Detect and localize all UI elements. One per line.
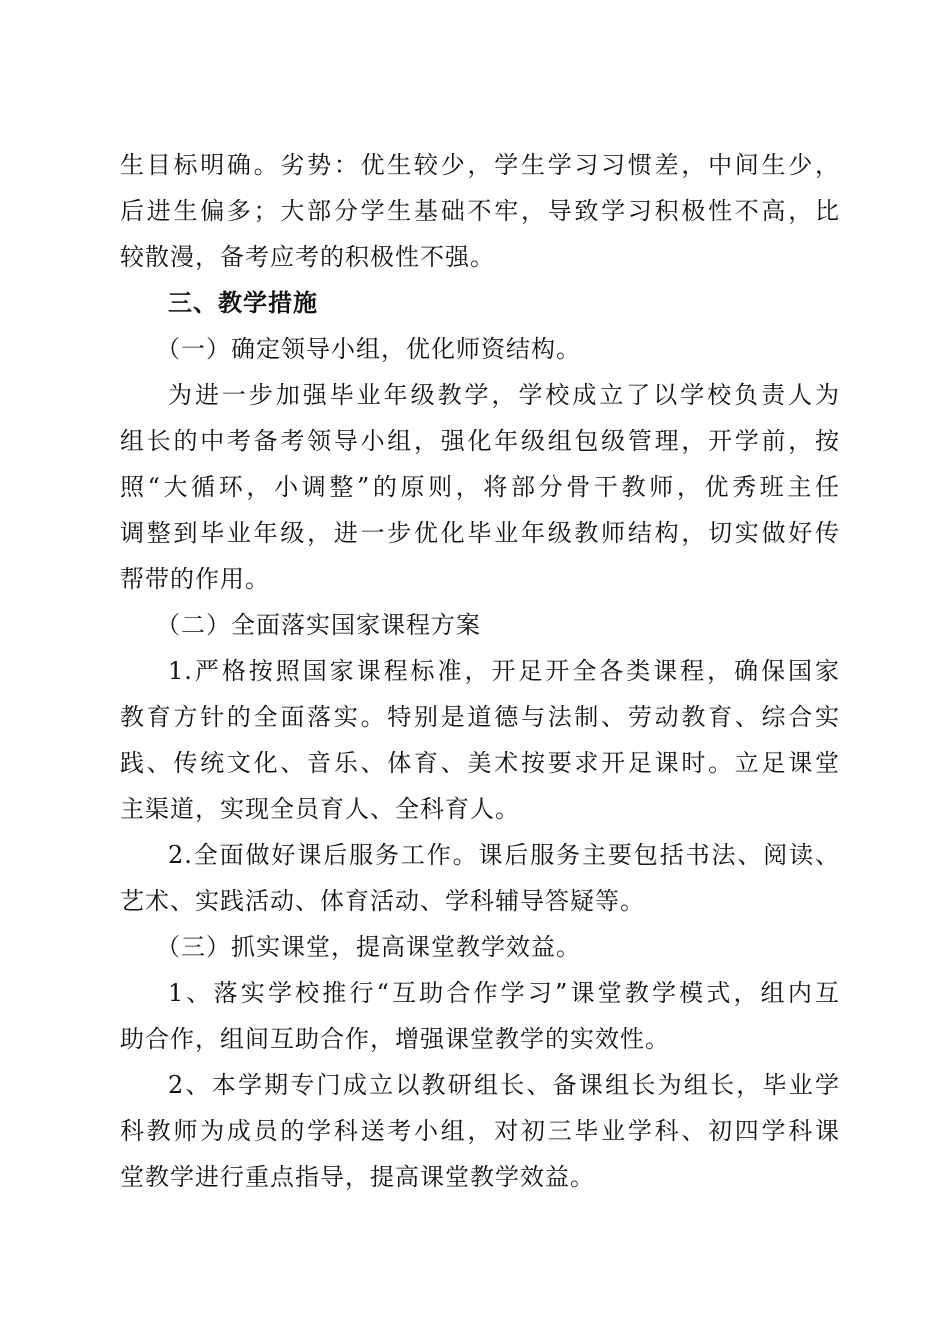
section-heading-teaching-measures bbox=[120, 280, 840, 326]
subsection-heading-leadership bbox=[120, 326, 840, 372]
paragraph-curriculum-item-2 bbox=[120, 832, 840, 924]
text-line: 艺术、实践活动、体育活动、学科辅导答疑等。 bbox=[120, 887, 645, 915]
text-line: 组长的中考备考领导小组，强化年级组包级管理，开学前，按 bbox=[120, 427, 840, 455]
heading-text: （一）确定领导小组，优化师资结构。 bbox=[156, 335, 581, 363]
paragraph-classroom-item-2 bbox=[120, 1062, 840, 1200]
text-line: 助合作，组间互助合作，增强课堂教学的实效性。 bbox=[120, 1025, 670, 1053]
subsection-heading-curriculum bbox=[120, 602, 840, 648]
text-line: 较散漫，备考应考的积极性不强。 bbox=[120, 243, 495, 271]
heading-text: （三）抓实课堂，提高课堂教学效益。 bbox=[156, 933, 581, 961]
text-line: 为进一步加强毕业年级教学，学校成立了以学校负责人为 bbox=[168, 381, 840, 409]
document-page bbox=[120, 142, 840, 1200]
text-line: 2.全面做好课后服务工作。课后服务主要包括书法、阅读、 bbox=[168, 841, 840, 869]
text-line: 调整到毕业年级，进一步优化毕业年级教师结构，切实做好传 bbox=[120, 519, 840, 547]
heading-text: （二）全面落实国家课程方案 bbox=[156, 611, 481, 639]
paragraph-curriculum-item-1 bbox=[120, 648, 840, 832]
text-line: 后进生偏多；大部分学生基础不牢，导致学习积极性不高，比 bbox=[120, 197, 840, 225]
text-line: 堂教学进行重点指导，提高课堂教学效益。 bbox=[120, 1163, 595, 1191]
text-line: 1.严格按照国家课程标准，开足开全各类课程，确保国家 bbox=[168, 657, 840, 685]
text-line: 科教师为成员的学科送考小组，对初三毕业学科、初四学科课 bbox=[120, 1117, 840, 1145]
text-line: 照“大循环，小调整”的原则，将部分骨干教师，优秀班主任 bbox=[120, 473, 840, 501]
subsection-heading-classroom bbox=[120, 924, 840, 970]
paragraph-classroom-item-1 bbox=[120, 970, 840, 1062]
heading-text: 三、教学措施 bbox=[168, 289, 318, 317]
text-line: 生目标明确。劣势：优生较少，学生学习习惯差，中间生少， bbox=[120, 151, 840, 179]
text-line: 教育方针的全面落实。特别是道德与法制、劳动教育、综合实 bbox=[120, 703, 840, 731]
text-line: 践、传统文化、音乐、体育、美术按要求开足课时。立足课堂 bbox=[120, 749, 840, 777]
paragraph-leadership bbox=[120, 372, 840, 602]
paragraph-continuation bbox=[120, 142, 840, 280]
text-line: 主渠道，实现全员育人、全科育人。 bbox=[120, 795, 520, 823]
text-line: 1、落实学校推行“互助合作学习”课堂教学模式，组内互 bbox=[168, 979, 840, 1007]
text-line: 2、本学期专门成立以教研组长、备课组长为组长，毕业学 bbox=[168, 1071, 840, 1099]
text-line: 帮带的作用。 bbox=[120, 565, 270, 593]
